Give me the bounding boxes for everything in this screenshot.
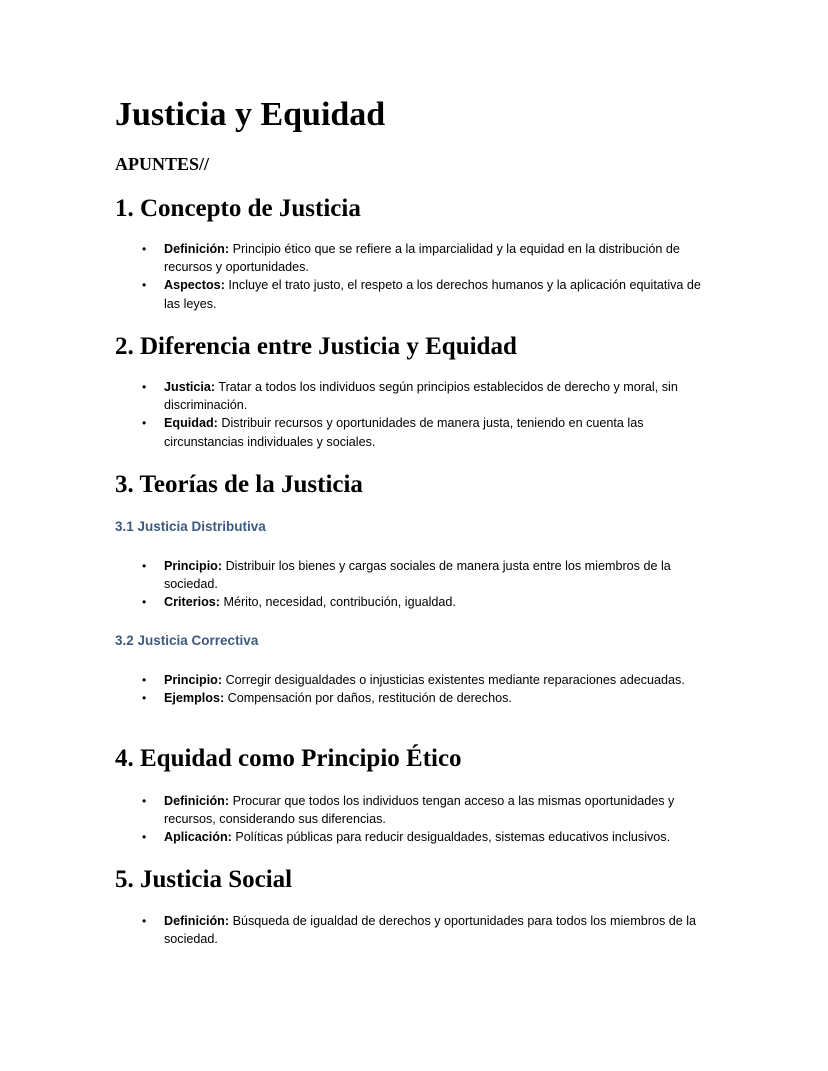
bullet-icon: • [142, 559, 147, 573]
list-item [0, 557, 709, 593]
section-list-diferencia [0, 378, 828, 451]
section-list-justicia-social [0, 912, 828, 948]
subsection-list-correctiva [0, 671, 828, 707]
item-text: Distribuir los bienes y cargas sociales de manera justa entre los miembros de la sociedad. [164, 559, 671, 592]
document-title: Justicia y Equidad [115, 96, 386, 133]
item-text: Tratar a todos los individuos según principios establecidos de derecho y moral, sin discriminación. [164, 380, 678, 413]
list-item [0, 414, 709, 450]
section-heading-diferencia: 2. Diferencia entre Justicia y Equidad [115, 333, 517, 360]
bullet-icon: • [142, 595, 147, 610]
subsection-heading-correctiva: 3.2 Justicia Correctiva [115, 633, 259, 648]
subsection-list-distributiva [0, 557, 828, 612]
item-label: Justicia: [164, 380, 216, 394]
bullet-icon: • [142, 242, 147, 256]
item-label: Principio: [164, 673, 223, 687]
list-item [0, 378, 709, 414]
subsection-heading-distributiva: 3.1 Justicia Distributiva [115, 519, 266, 534]
list-item [0, 828, 709, 846]
list-item [0, 276, 709, 312]
item-text: Principio ético que se refiere a la imparcialidad y la equidad en la distribución de recursos y oportunidades. [164, 242, 680, 275]
bullet-icon: • [142, 416, 147, 431]
item-text: Políticas públicas para reducir desigualdades, sistemas educativos inclusivos. [231, 830, 671, 845]
bullet-icon: • [142, 673, 147, 687]
item-label: Principio: [164, 559, 223, 573]
item-label: Ejemplos: [164, 691, 225, 706]
section-heading-teorias: 3. Teorías de la Justicia [115, 471, 363, 498]
bullet-icon: • [142, 691, 147, 706]
item-text: Mérito, necesidad, contribución, igualdad. [219, 595, 456, 610]
item-label: Definición: [164, 794, 230, 808]
item-label: Definición: [164, 914, 230, 928]
bullet-icon: • [142, 794, 147, 808]
item-text: Incluye el trato justo, el respeto a los derechos humanos y la aplicación equitativa de las leyes. [164, 278, 701, 311]
item-text: Distribuir recursos y oportunidades de manera justa, teniendo en cuenta las circunstancias individuales y sociales. [164, 416, 644, 449]
item-text: Procurar que todos los individuos tengan acceso a las mismas oportunidades y recursos, considerando sus diferencias. [164, 794, 675, 827]
bullet-icon: • [142, 380, 147, 394]
section-heading-concepto: 1. Concepto de Justicia [115, 195, 361, 222]
item-label: Equidad: [164, 416, 218, 431]
item-label: Definición: [164, 242, 230, 256]
item-label: Aspectos: [164, 278, 225, 293]
item-label: Aplicación: [164, 830, 232, 845]
list-item [0, 792, 709, 828]
item-text: Búsqueda de igualdad de derechos y oportunidades para todos los miembros de la sociedad. [164, 914, 697, 947]
item-label: Criterios: [164, 595, 220, 610]
list-item [0, 240, 709, 276]
bullet-icon: • [142, 914, 147, 928]
list-item [0, 689, 709, 707]
item-text: Compensación por daños, restitución de derechos. [224, 691, 512, 706]
bullet-icon: • [142, 830, 147, 845]
list-item [0, 912, 709, 948]
list-item [0, 593, 709, 611]
section-list-equidad-etico [0, 792, 828, 847]
bullet-icon: • [142, 278, 147, 293]
document-subtitle: APUNTES// [115, 154, 210, 174]
list-item [0, 671, 709, 689]
section-list-concepto [0, 240, 828, 313]
section-heading-equidad-etico: 4. Equidad como Principio Ético [115, 745, 462, 772]
section-heading-justicia-social: 5. Justicia Social [115, 866, 293, 893]
item-text: Corregir desigualdades o injusticias existentes mediante reparaciones adecuadas. [222, 673, 685, 687]
